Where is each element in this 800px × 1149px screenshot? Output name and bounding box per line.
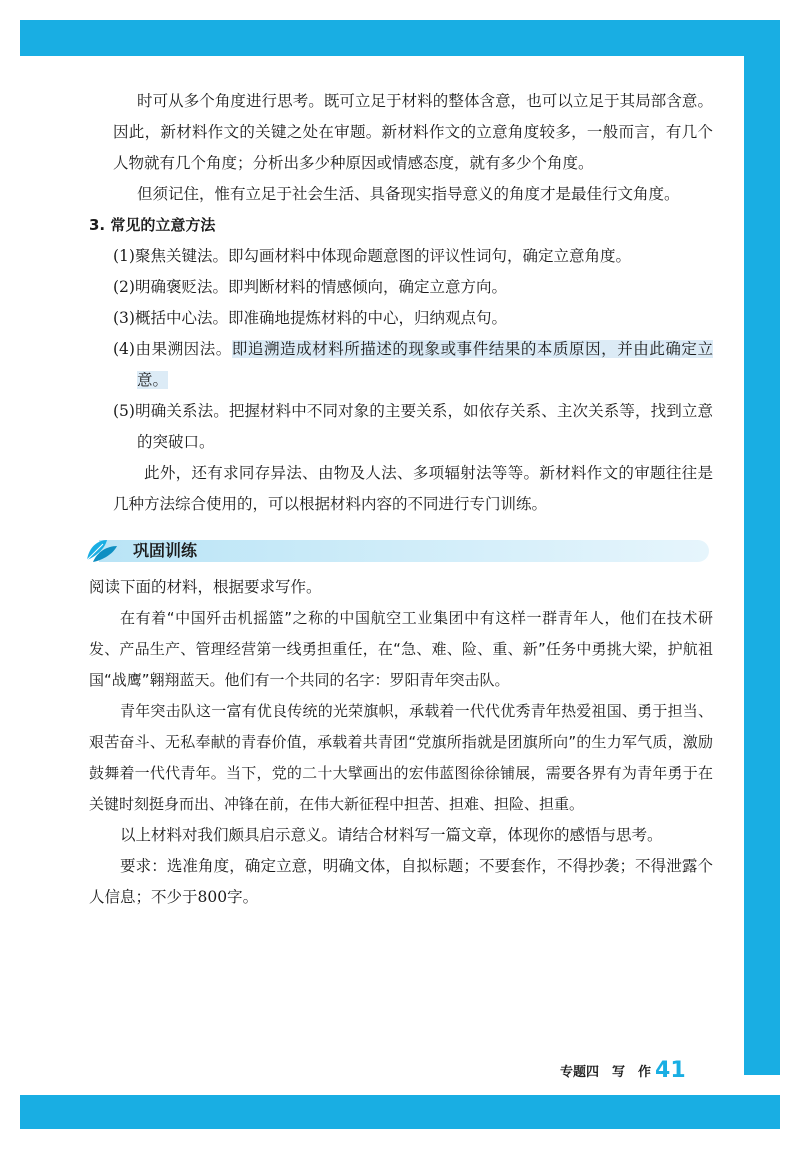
page-footer [560, 1058, 686, 1088]
method-label: (1)聚焦关键法。 [113, 247, 228, 265]
method-item [113, 334, 713, 396]
bottom-border-bar [20, 1095, 780, 1129]
intro-paragraph-note: 但须记住，惟有立足于社会生活、具备现实指导意义的角度才是最佳行文角度。 [137, 185, 680, 203]
footer-section-label: 专题四 写 作 [560, 1065, 652, 1080]
material-paragraph: 在有着“中国歼击机摇篮”之称的中国航空工业集团中有这样一群青年人，他们在技术研发、产品生产、管理经营第一线勇担重任，在“急、难、险、重、新”任务中勇挑大梁，护航祖国“战鹰”翱翔蓝天。他们有一个共同的名字：罗阳青年突击队。 [89, 609, 713, 689]
section-heading: 3. 常见的立意方法 [89, 216, 216, 234]
right-border-bar [744, 20, 780, 1075]
writing-prompt: 以上材料对我们颇具启示意义。请结合材料写一篇文章，体现你的感悟与思考。 [120, 826, 663, 844]
material-paragraph: 青年突击队这一富有优良传统的光荣旗帜，承载着一代代优秀青年热爱祖国、勇于担当、艰苦奋斗、无私奉献的青春价值，承载着共青团“党旗所指就是团旗所向”的生力军气质，激励鼓舞着一代代青年。当下，党的二十大擘画出的宏伟蓝图徐徐铺展，需要各界有为青年勇于在关键时刻挺身而出、冲锋在前，在伟大新征程中担苦、担难、担险、担重。 [89, 702, 713, 813]
method-text: 把握材料中不同对象的主要关系，如依存关系、主次关系等，找到立意的突破口。 [137, 402, 713, 451]
method-text: 即判断材料的情感倾向，确定立意方向。 [227, 278, 507, 296]
intro-paragraph: 时可从多个角度进行思考。既可立足于材料的整体含意，也可以立足于其局部含意。因此，新材料作文的关键之处在审题。新材料作文的立意角度较多，一般而言，有几个人物就有几个角度；分析出多少种原因或情感态度，就有多少个角度。 [113, 92, 713, 172]
method-label: (2)明确褒贬法。 [113, 278, 228, 296]
practice-instruction: 阅读下面的材料，根据要求写作。 [89, 578, 322, 596]
page-number: 41 [655, 1058, 686, 1083]
method-label: (4)由果溯因法。 [113, 340, 232, 358]
method-label: (3)概括中心法。 [113, 309, 228, 327]
writing-requirements: 要求：选准角度，确定立意，明确文体，自拟标题；不要套作，不得抄袭；不得泄露个人信息；不少于800字。 [89, 857, 713, 906]
highlighted-method-text: 即追溯造成材料所描述的现象或事件结果的本质原因，并由此确定立意。 [137, 340, 713, 389]
page-content [89, 86, 713, 913]
method-item [113, 303, 713, 334]
method-text: 即勾画材料中体现命题意图的评议性词句，确定立意角度。 [227, 247, 631, 265]
practice-title: 巩固训练 [133, 541, 198, 560]
method-item [113, 241, 713, 272]
practice-banner [89, 536, 709, 564]
leaf-icon [83, 536, 123, 564]
method-text: 即准确地提炼材料的中心，归纳观点句。 [227, 309, 507, 327]
method-label: (5)明确关系法。 [113, 402, 229, 420]
top-border-bar [20, 20, 780, 56]
section-closing-paragraph: 此外，还有求同存异法、由物及人法、多项辐射法等等。新材料作文的审题往往是几种方法综合使用的，可以根据材料内容的不同进行专门训练。 [113, 464, 713, 513]
method-item [113, 272, 713, 303]
method-item [113, 396, 713, 458]
